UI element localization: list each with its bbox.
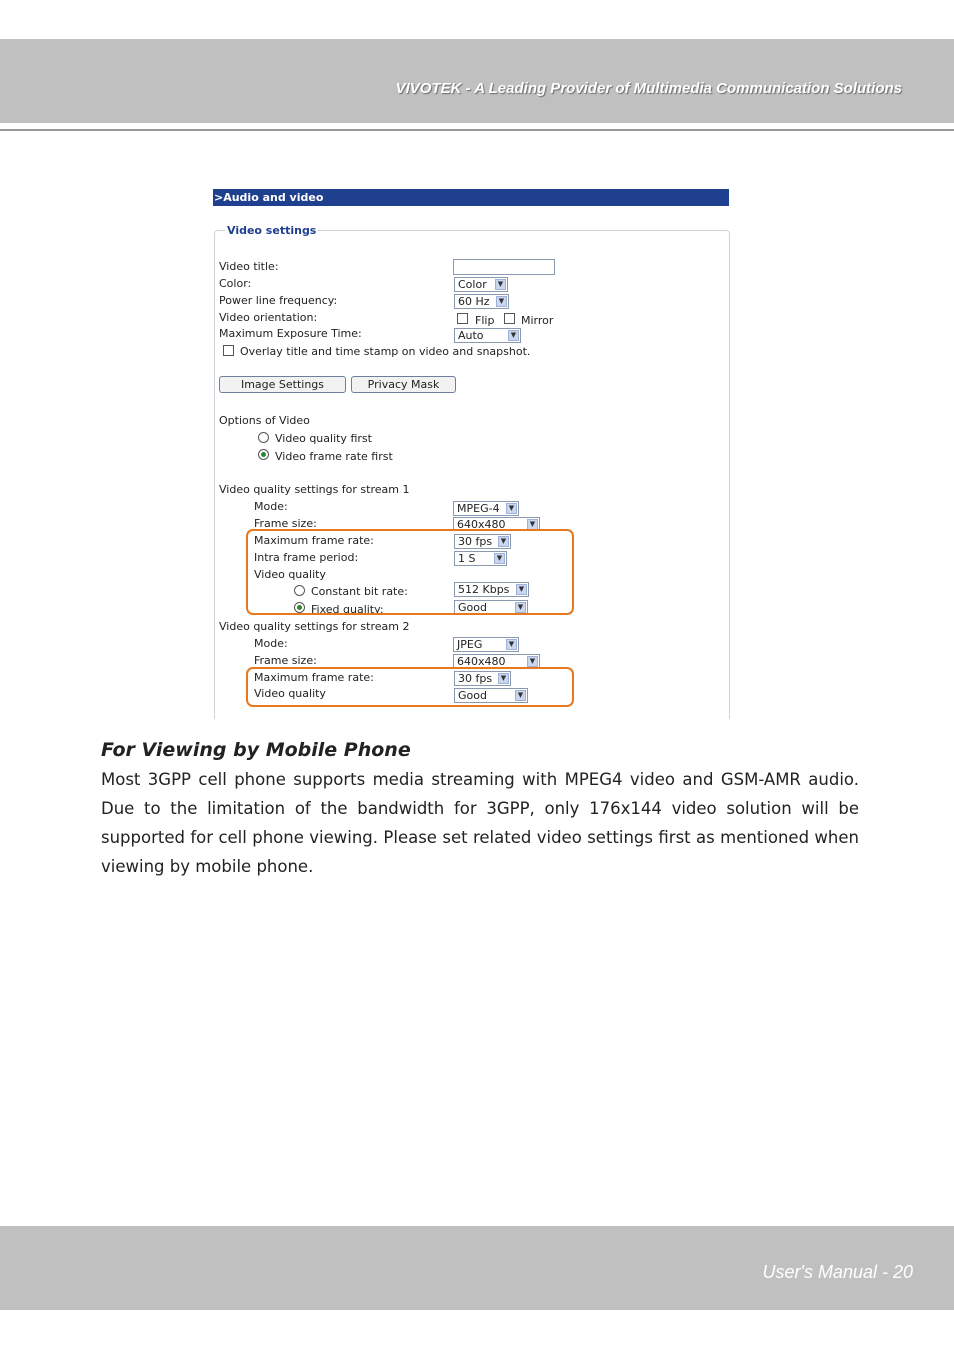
header-rule (0, 129, 954, 131)
stream2-max-fps-value: 30 fps (458, 672, 493, 685)
exposure-label: Maximum Exposure Time: (219, 327, 362, 340)
chevron-down-icon: ▼ (508, 330, 519, 341)
options-of-video-label: Options of Video (219, 414, 310, 427)
settings-screenshot (213, 189, 729, 718)
stream2-mode-value: JPEG (457, 638, 483, 651)
framerate-first-radio[interactable] (258, 449, 269, 460)
stream2-frame-size-label: Frame size: (254, 654, 317, 667)
stream1-highlight-box (246, 529, 574, 615)
framerate-first-label: Video frame rate first (275, 450, 393, 463)
stream1-frame-size-label: Frame size: (254, 517, 317, 530)
exposure-select[interactable] (454, 328, 521, 343)
stream1-frame-size-value: 640x480 (457, 518, 506, 531)
power-line-select[interactable] (454, 294, 509, 309)
mirror-checkbox[interactable] (504, 313, 515, 324)
stream1-heading: Video quality settings for stream 1 (219, 483, 410, 496)
quality-first-label: Video quality first (275, 432, 372, 445)
image-settings-button[interactable]: Image Settings (219, 376, 346, 393)
privacy-mask-button[interactable]: Privacy Mask (351, 376, 456, 393)
chevron-down-icon: ▼ (506, 639, 517, 650)
stream2-mode-label: Mode: (254, 637, 288, 650)
exposure-value: Auto (458, 329, 484, 342)
section-title: For Viewing by Mobile Phone (101, 739, 411, 761)
chevron-down-icon: ▼ (496, 296, 507, 307)
screenshot-titlebar: >Audio and video (213, 189, 729, 206)
stream2-heading: Video quality settings for stream 2 (219, 620, 410, 633)
stream2-max-fps-label: Maximum frame rate: (254, 671, 374, 684)
mirror-label: Mirror (521, 314, 554, 327)
color-select[interactable] (454, 277, 508, 292)
stream1-mode-select[interactable] (453, 501, 519, 516)
color-label: Color: (219, 277, 252, 290)
stream1-max-fps-label: Maximum frame rate: (254, 534, 374, 547)
chevron-down-icon: ▼ (495, 279, 506, 290)
section-body: Most 3GPP cell phone supports media streaming with MPEG4 video and GSM-AMR audio. Due to the limitation of the bandwidth for 3GPP, only 176x144 video solution will be supported for cell phone viewing. Please set related video settings first as mentioned when viewing by mobile phone. (101, 770, 859, 876)
stream1-mode-label: Mode: (254, 500, 288, 513)
chevron-down-icon: ▼ (527, 519, 538, 530)
stream2-quality-label: Video quality (254, 687, 326, 700)
color-value: Color (458, 278, 487, 291)
stream2-quality-value: Good (458, 689, 487, 702)
chevron-down-icon: ▼ (494, 553, 505, 564)
stream1-max-fps-value: 30 fps (458, 535, 493, 548)
stream1-intra-label: Intra frame period: (254, 551, 359, 564)
video-title-label: Video title: (219, 260, 279, 273)
chevron-down-icon: ▼ (515, 690, 526, 701)
chevron-down-icon: ▼ (527, 656, 538, 667)
stream1-cbr-value: 512 Kbps (458, 583, 510, 596)
stream1-cbr-label: Constant bit rate: (311, 585, 408, 598)
chevron-down-icon: ▼ (506, 503, 517, 514)
power-line-label: Power line frequency: (219, 294, 338, 307)
chevron-down-icon: ▼ (516, 584, 527, 595)
stream2-mode-select[interactable] (453, 637, 519, 652)
overlay-label: Overlay title and time stamp on video and snapshot. (240, 345, 531, 358)
footer-page-label: User's Manual - 20 (762, 1262, 913, 1282)
flip-checkbox[interactable] (457, 313, 468, 324)
flip-label: Flip (475, 314, 495, 327)
stream1-fixed-label: Fixed quality: (311, 603, 384, 616)
stream1-mode-value: MPEG-4 (457, 502, 500, 515)
stream1-fixed-value: Good (458, 601, 487, 614)
stream1-quality-label: Video quality (254, 568, 326, 581)
chevron-down-icon: ▼ (498, 536, 509, 547)
quality-first-radio[interactable] (258, 432, 269, 443)
overlay-checkbox[interactable] (223, 345, 234, 356)
video-title-input[interactable] (453, 259, 555, 275)
stream2-highlight-box (246, 667, 574, 707)
chevron-down-icon: ▼ (515, 602, 526, 613)
stream1-intra-value: 1 S (458, 552, 476, 565)
header-tagline: VIVOTEK - A Leading Provider of Multimedia Communication Solutions (395, 80, 902, 97)
video-settings-legend: Video settings (227, 224, 317, 237)
orientation-label: Video orientation: (219, 311, 318, 324)
power-line-value: 60 Hz (458, 295, 490, 308)
stream2-frame-size-value: 640x480 (457, 655, 506, 668)
chevron-down-icon: ▼ (498, 673, 509, 684)
